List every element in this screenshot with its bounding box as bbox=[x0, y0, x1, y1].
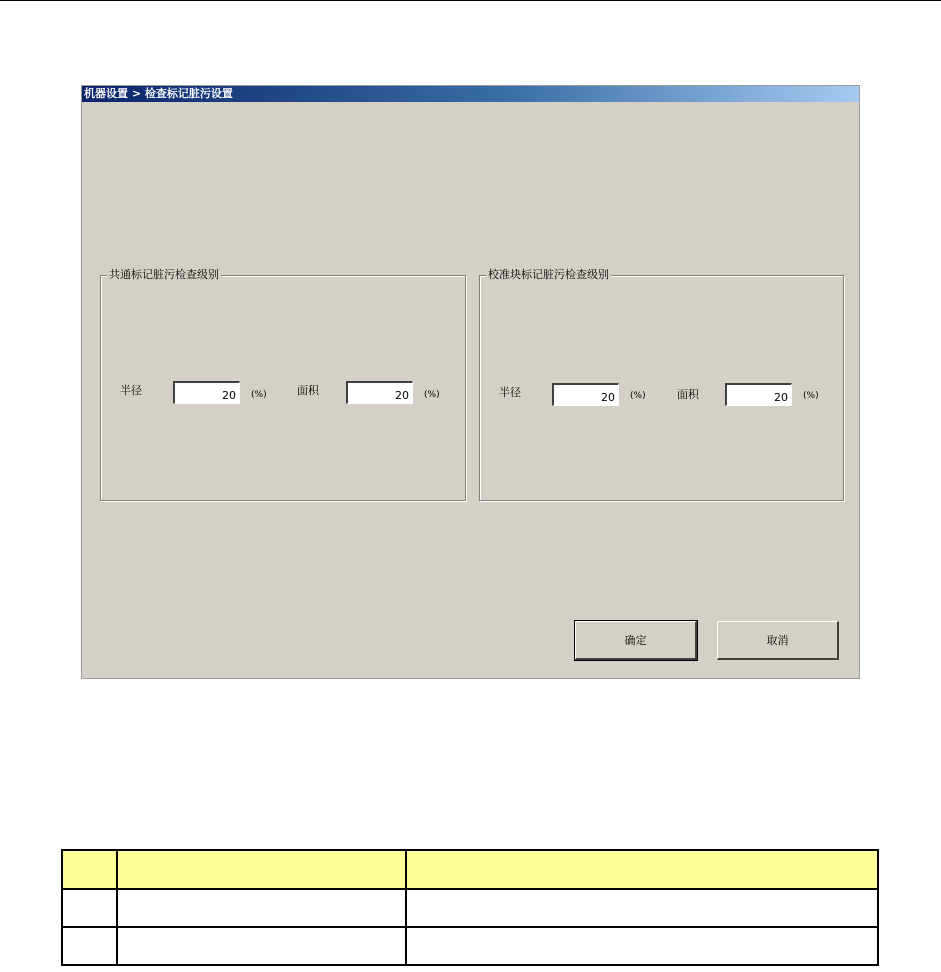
common-mark-group bbox=[100, 268, 466, 501]
common-radius-unit: (%) bbox=[251, 390, 267, 400]
common-radius-input[interactable] bbox=[173, 381, 240, 404]
table-cell bbox=[117, 927, 406, 965]
page-top-rule bbox=[0, 0, 941, 1]
common-area-label: 面积 bbox=[297, 384, 319, 397]
table-cell bbox=[406, 927, 878, 965]
calibration-radius-input[interactable] bbox=[552, 383, 619, 406]
dialog-title: 机器设置 > 检查标记脏污设置 bbox=[82, 86, 859, 102]
table-header-cell bbox=[406, 850, 878, 889]
table-row bbox=[62, 889, 878, 927]
common-area-unit: (%) bbox=[424, 390, 440, 400]
table-cell bbox=[62, 927, 117, 965]
calibration-mark-group-legend: 校准块标记脏污检查级别 bbox=[488, 268, 609, 281]
table-cell bbox=[117, 889, 406, 927]
common-area-input[interactable] bbox=[346, 381, 413, 404]
cancel-button[interactable]: 取消 bbox=[717, 621, 839, 660]
common-radius-label: 半径 bbox=[120, 384, 142, 397]
calibration-area-label: 面积 bbox=[677, 388, 699, 401]
table-header-row bbox=[62, 850, 878, 889]
table-cell bbox=[62, 889, 117, 927]
calibration-mark-group bbox=[479, 268, 844, 501]
calibration-radius-label: 半径 bbox=[499, 386, 521, 399]
legend-table bbox=[61, 849, 879, 966]
table-header-cell bbox=[117, 850, 406, 889]
calibration-area-input[interactable] bbox=[725, 383, 792, 406]
ok-button[interactable]: 确定 bbox=[575, 621, 697, 660]
common-mark-group-legend: 共通标记脏污检查级别 bbox=[109, 268, 219, 281]
table-row bbox=[62, 927, 878, 965]
table-cell bbox=[406, 889, 878, 927]
calibration-area-unit: (%) bbox=[803, 391, 819, 401]
table-header-cell bbox=[62, 850, 117, 889]
calibration-radius-unit: (%) bbox=[630, 391, 646, 401]
settings-dialog bbox=[81, 85, 860, 679]
